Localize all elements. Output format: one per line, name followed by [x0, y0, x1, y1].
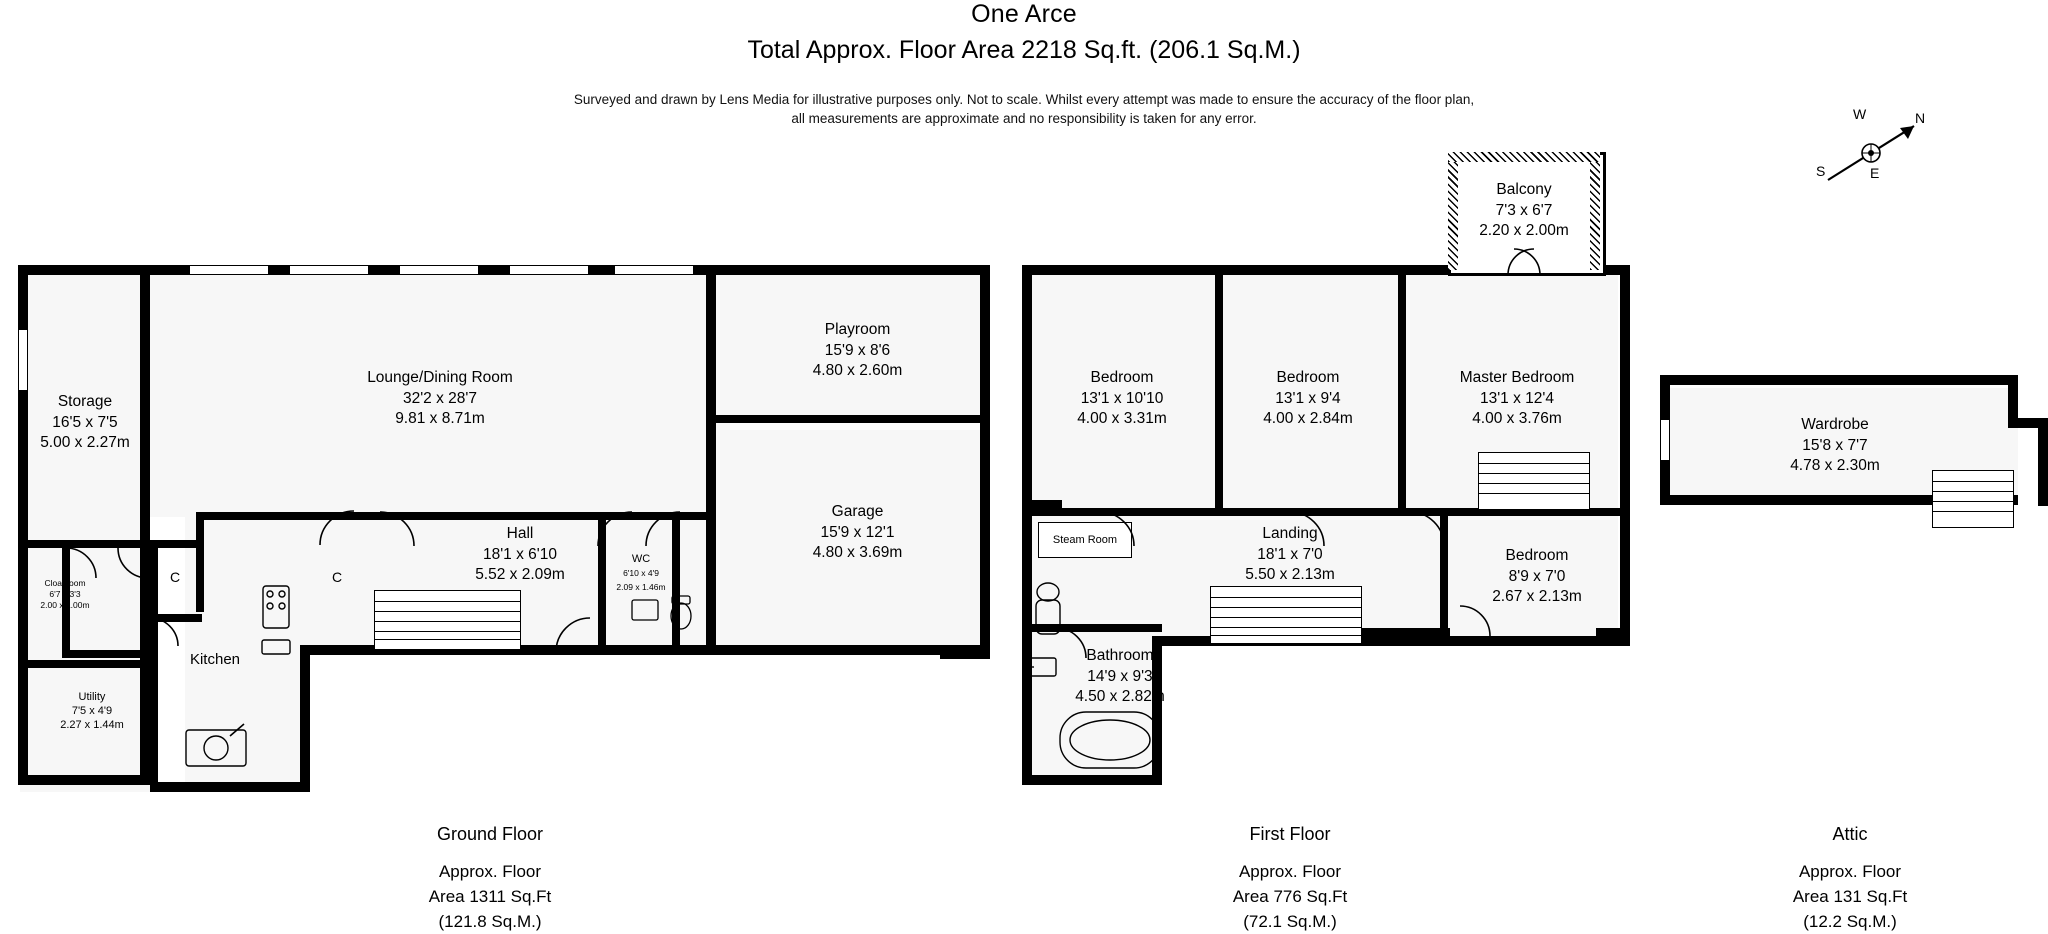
ground-wall-playroom-left: [706, 265, 716, 655]
ground-window-3: [400, 265, 478, 275]
room-label-cloakroom: Cloakroom 6'7 x 3'3 2.00 x 1.00m: [40, 578, 90, 610]
first-wall-small-bed-left: [1440, 508, 1448, 642]
room-label-bedroom-2: Bedroom 13'1 x 9'4 4.00 x 2.84m: [1263, 369, 1353, 427]
ground-floor-caption: Ground Floor Approx. Floor Area 1311 Sq.Ft (121.8 Sq.M.): [428, 824, 552, 931]
room-label-bedroom-1: Bedroom 13'1 x 10'10 4.00 x 3.31m: [1077, 369, 1167, 427]
room-label-landing: Landing 18'1 x 7'0 5.50 x 2.13m: [1245, 525, 1335, 583]
room-label-bedroom-4: Bedroom 8'9 x 7'0 2.67 x 2.13m: [1492, 547, 1582, 605]
attic-wall-right-lower: [2038, 418, 2048, 506]
ground-wall-cupboard-bottom: [150, 614, 202, 622]
attic-floor-caption: Attic Approx. Floor Area 131 Sq.Ft (12.2 Sq.M.): [1792, 824, 1908, 931]
ground-wall-hall-top: [296, 512, 716, 520]
room-label-kitchen: Kitchen: [189, 651, 241, 668]
steam-room[interactable]: [1038, 522, 1132, 558]
ground-wall-utility-top: [18, 660, 150, 668]
room-label-balcony: Balcony 7'3 x 6'7 2.20 x 2.00m: [1479, 181, 1569, 239]
total-area-subtitle: Total Approx. Floor Area 2218 Sq.ft. (206.1 Sq.M.): [747, 36, 1301, 64]
ground-window-1: [190, 265, 268, 275]
master-bedroom-stairs[interactable]: [1478, 452, 1590, 510]
ground-wall-kitchen-top: [196, 512, 308, 520]
ground-window-5: [615, 265, 693, 275]
ground-window-2: [290, 265, 368, 275]
compass-icon: [1818, 118, 1928, 198]
first-floor-caption: First Floor Approx. Floor Area 776 Sq.Ft (72.1 Sq.M.): [1232, 824, 1348, 931]
room-label-utility: Utility 7'5 x 4'9 2.27 x 1.44m: [60, 691, 124, 731]
room-label-master-bedroom: Master Bedroom 13'1 x 12'4 4.00 x 3.76m: [1459, 369, 1575, 427]
compass-north-label: N: [1915, 110, 1926, 126]
first-wall-steam-left: [1022, 508, 1030, 628]
ground-wall-cloak-inner-2: [62, 650, 150, 658]
room-label-cupboard-1: C: [169, 569, 181, 585]
first-wall-jamb-c: [1022, 500, 1062, 516]
ground-wall-cloak-top: [18, 540, 150, 548]
balcony-hatch-top: [1448, 152, 1600, 162]
attic-wall-top: [1660, 375, 2018, 385]
room-label-wc: WC 6'10 x 4'9 2.09 x 1.46m: [616, 553, 666, 592]
disclaimer: [0, 90, 2048, 128]
attic-stairs[interactable]: [1932, 470, 2014, 528]
first-wall-bathroom-top: [1022, 624, 1162, 632]
first-stairs[interactable]: [1210, 586, 1362, 644]
room-label-lounge-dining: Lounge/Dining Room 32'2 x 28'7 9.81 x 8.71m: [367, 369, 513, 427]
first-wall-jamb-b: [1596, 628, 1630, 644]
attic-window-left: [1660, 420, 1670, 460]
ground-wall-bottom-kitchen: [150, 782, 308, 792]
room-label-hall: Hall 18'1 x 6'10 5.52 x 2.09m: [475, 525, 565, 583]
ground-window-left: [18, 330, 28, 390]
ground-stairs[interactable]: [374, 590, 521, 650]
ground-wall-playroom-bottom: [706, 415, 990, 423]
compass-east-label: E: [1870, 165, 1880, 181]
room-label-wardrobe: Wardrobe 15'8 x 7'7 4.78 x 2.30m: [1790, 416, 1880, 474]
room-label-garage: Garage 15'9 x 12'1 4.80 x 3.69m: [812, 503, 903, 561]
first-wall-bed2-right: [1398, 265, 1406, 515]
ground-wall-top: [18, 265, 990, 275]
room-label-cupboard-2: C: [331, 569, 343, 585]
compass-rose: [1816, 106, 1928, 198]
disclaimer-line-2: all measurements are approximate and no responsibility is taken for any error.: [791, 111, 1257, 126]
ground-wall-kitchen-left: [196, 512, 204, 612]
compass-south-label: S: [1816, 163, 1826, 179]
ground-wall-cupboard-top: [150, 540, 202, 548]
room-label-playroom: Playroom 15'9 x 8'6 4.80 x 2.60m: [812, 321, 903, 379]
ground-wall-kitchen-right: [300, 645, 310, 792]
page-title: One Arce: [971, 0, 1077, 28]
room-label-bathroom: Bathroom 14'9 x 9'3 4.50 x 2.82m: [1075, 647, 1165, 705]
ground-window-4: [510, 265, 588, 275]
ground-wall-bottom-left: [18, 775, 150, 785]
disclaimer-line-1: Surveyed and drawn by Lens Media for illustrative purposes only. Not to scale. Whilst every attempt was made to ensure the accuracy of the floor plan,: [573, 92, 1475, 107]
room-label-storage: Storage 16'5 x 7'5 5.00 x 2.27m: [40, 393, 130, 451]
first-wall-bottom-left: [1022, 775, 1160, 785]
room-label-steam-room: Steam Room: [1052, 534, 1118, 546]
ground-wall-garage-door-jamb: [940, 645, 990, 659]
compass-west-label: W: [1853, 106, 1867, 122]
